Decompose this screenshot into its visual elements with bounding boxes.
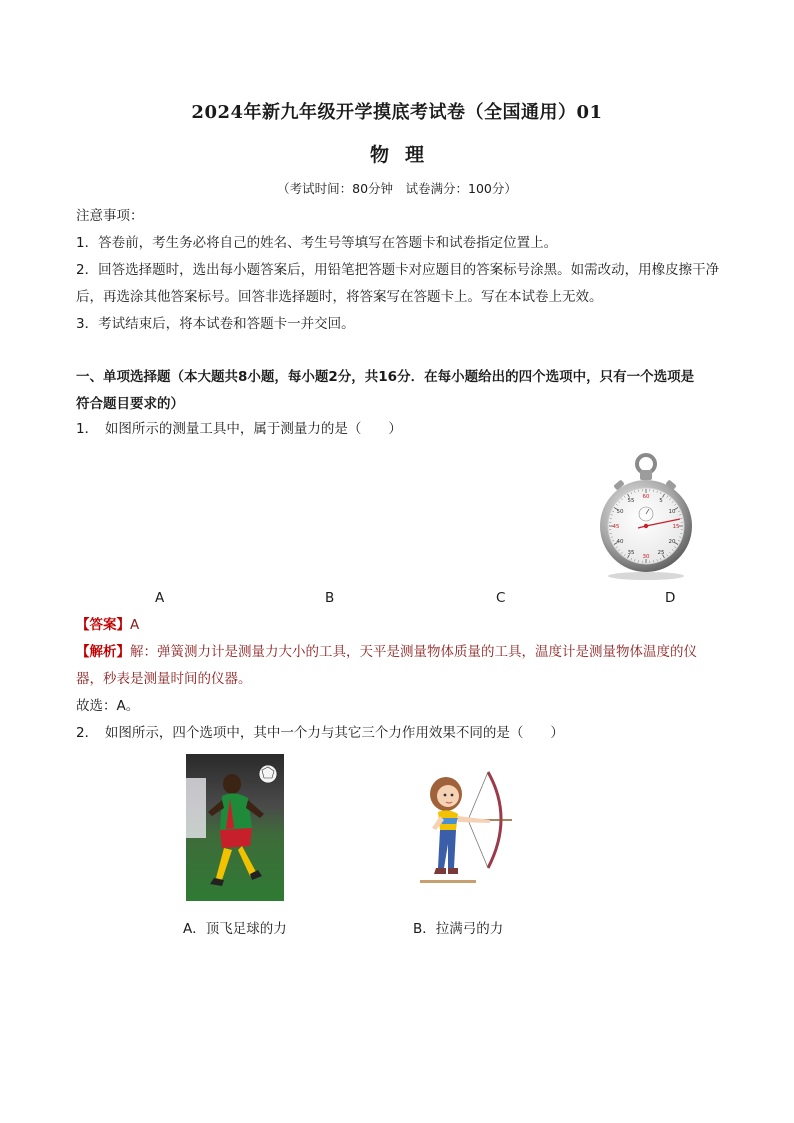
- q1-option-b-label: B: [325, 590, 335, 606]
- instruction-item-1: 1．答卷前，考生务必将自己的姓名、考生号等填写在答题卡和试卷指定位置上。: [76, 235, 558, 251]
- analysis-tag: 【解析】: [76, 644, 130, 660]
- q1-answer-block: [76, 612, 726, 720]
- q1-option-a-label: A: [155, 590, 165, 606]
- answer-value: A: [130, 617, 140, 633]
- exam-title: 2024年新九年级开学摸底考试卷（全国通用）01: [191, 102, 603, 123]
- answer-tag: 【答案】: [76, 617, 130, 633]
- instructions-heading: 注意事项：: [76, 208, 144, 224]
- question-2-text: 2． 如图所示，四个选项中，其中一个力与其它三个力作用效果不同的是（ ）: [76, 725, 564, 741]
- q1-analysis-line-1: [76, 639, 726, 666]
- analysis-text-1: 解：弹簧测力计是测量力大小的工具，天平是测量物体质量的工具，温度计是测量物体温度的仪: [130, 644, 697, 660]
- section-heading-line-2: 符合题目要求的）: [76, 396, 184, 412]
- q1-analysis-line-2: 器，秒表是测量时间的仪器。: [76, 671, 252, 687]
- q1-option-c-label: C: [496, 590, 506, 606]
- instructions: [76, 203, 726, 338]
- dial-label: 55: [627, 498, 635, 504]
- section-heading: [76, 364, 726, 418]
- archer-image: [410, 768, 520, 886]
- dial-label: 50: [616, 509, 624, 515]
- subject-title: 物理: [369, 144, 440, 166]
- instruction-item-2-line-1: 2．回答选择题时，选出每小题答案后，用铅笔把答题卡对应题目的答案标号涂黑。如需改动，用橡皮擦干净: [76, 262, 720, 278]
- instruction-item-2-line-2: 后，再选涂其他答案标号。回答非选择题时，将答案写在答题卡上。写在本试卷上无效。: [76, 289, 603, 305]
- dial-label: 15: [672, 524, 680, 530]
- dial-label: 45: [612, 524, 620, 530]
- dial-label: 10: [668, 509, 676, 515]
- dial-label: 30: [642, 554, 650, 560]
- dial-label: 35: [627, 550, 635, 556]
- footballer-image: [186, 754, 284, 901]
- section-heading-line-1: 一、单项选择题（本大题共8小题，每小题2分，共16分．在每小题给出的四个选项中，只有一个选项是: [76, 369, 695, 385]
- q1-option-d-label: D: [665, 590, 676, 606]
- question-2-stem: [76, 720, 726, 747]
- q2-caption-b: B．拉满弓的力: [413, 921, 504, 937]
- q1-answer-line: [76, 612, 726, 639]
- question-1-stem: [76, 416, 726, 443]
- q2-caption-a: A．顶飞足球的力: [183, 921, 287, 937]
- stopwatch-image: [596, 452, 692, 580]
- dial-label: 5: [659, 498, 663, 504]
- q1-conclusion: 故选：A。: [76, 698, 140, 714]
- instruction-item-3: 3．考试结束后，将本试卷和答题卡一并交回。: [76, 316, 355, 332]
- exam-meta: （考试时间：80分钟 试卷满分：100分）: [277, 181, 517, 196]
- dial-label: 25: [657, 550, 665, 556]
- dial-label: 20: [668, 539, 676, 545]
- dial-label: 60: [642, 494, 650, 500]
- question-1-text: 1． 如图所示的测量工具中，属于测量力的是（ ）: [76, 421, 402, 437]
- dial-label: 40: [616, 539, 624, 545]
